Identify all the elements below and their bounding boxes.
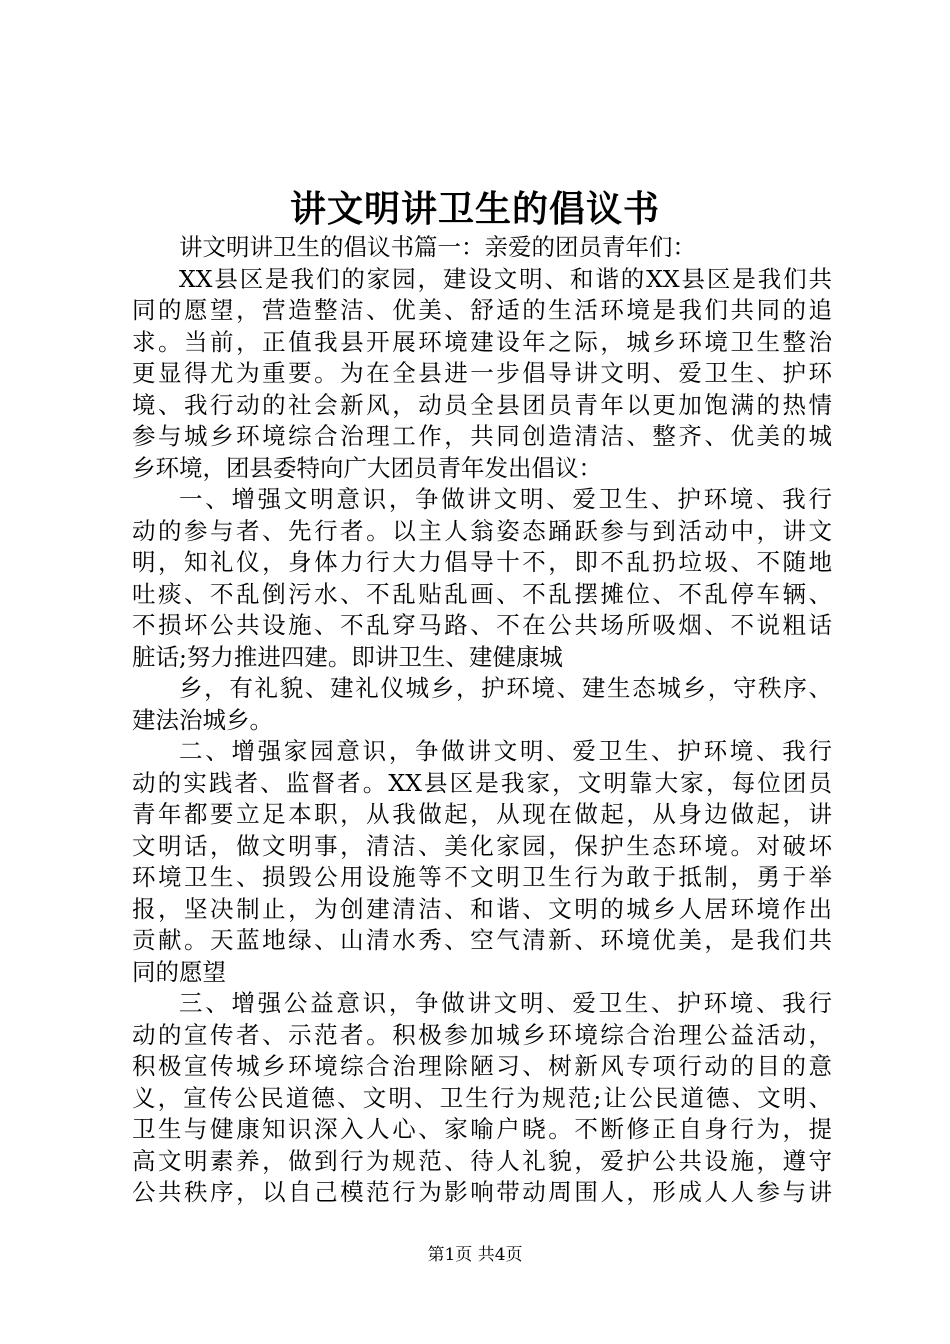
text-line: 明，知礼仪，身体力行大力倡导十不，即不乱扔垃圾、不随地 (132, 548, 832, 576)
text-line: 同的愿望，营造整洁、优美、舒适的生活环境是我们共同的追 (132, 296, 832, 324)
text-line: 建法治城乡。 (132, 705, 273, 734)
text-line: 积极宣传城乡环境综合治理除陋习、树新风专项行动的目的意 (132, 1052, 832, 1080)
text-line: 义，宣传公民道德、文明、卫生行为规范;让公民道德、文明、 (132, 1083, 832, 1112)
text-line: 乡，有礼貌、建礼仪城乡，护环境、建生态城乡，守秩序、 (179, 674, 832, 702)
page-footer: 第1页 共4页 (427, 1245, 523, 1265)
text-line: 文明话，做文明事，清洁、美化家园，保护生态环境。对破坏 (132, 831, 832, 860)
text-line: 青年都要立足本职，从我做起，从现在做起，从身边做起，讲 (132, 800, 832, 828)
text-line: 同的愿望 (132, 957, 226, 986)
text-line: 贡献。天蓝地绿、山清水秀、空气清新、环境优美，是我们共 (132, 926, 832, 954)
text-line: 高文明素养，做到行为规范、待人礼貌，爱护公共设施，遵守 (132, 1146, 832, 1175)
text-line: 脏话;努力推进四建。即讲卫生、建健康城 (132, 642, 563, 671)
text-line: 乡环境，团县委特向广大团员青年发出倡议： (132, 453, 602, 482)
text-line: 三、增强公益意识，争做讲文明、爱卫生、护环境、我行 (179, 989, 832, 1017)
text-line: XX县区是我们的家园，建设文明、和谐的XX县区是我们共 (179, 264, 832, 293)
text-line: 吐痰、不乱倒污水、不乱贴乱画、不乱摆摊位、不乱停车辆、 (132, 579, 832, 608)
text-line: 报，坚决制止，为创建清洁、和谐、文明的城乡人居环境作出 (132, 894, 832, 923)
text-line: 动的实践者、监督者。XX县区是我家，文明靠大家，每位团员 (132, 768, 832, 797)
text-line: 参与城乡环境综合治理工作，共同创造清洁、整齐、优美的城 (132, 422, 832, 450)
text-line: 更显得尤为重要。为在全县进一步倡导讲文明、爱卫生、护环 (132, 359, 832, 387)
text-line: 公共秩序，以自己模范行为影响带动周围人，形成人人参与讲 (132, 1178, 832, 1206)
text-line: 二、增强家园意识，争做讲文明、爱卫生、护环境、我行 (179, 737, 832, 765)
text-line: 动的参与者、先行者。以主人翁姿态踊跃参与到活动中，讲文 (132, 516, 832, 545)
text-line: 环境卫生、损毁公用设施等不文明卫生行为敢于抵制，勇于举 (132, 863, 832, 891)
text-line: 卫生与健康知识深入人心、家喻户晓。不断修正自身行为，提 (132, 1115, 832, 1143)
text-line: 讲文明讲卫生的倡议书篇一：亲爱的团员青年们： (179, 233, 696, 261)
text-line: 动的宣传者、示范者。积极参加城乡环境综合治理公益活动， (132, 1020, 832, 1049)
text-line: 境、我行动的社会新风，动员全县团员青年以更加饱满的热情 (132, 390, 832, 419)
text-line: 不损坏公共设施、不乱穿马路、不在公共场所吸烟、不说粗话 (132, 611, 832, 639)
text-line: 求。当前，正值我县开展环境建设年之际，城乡环境卫生整治 (132, 327, 832, 356)
document-title: 讲文明讲卫生的倡议书 (289, 188, 660, 230)
text-line: 一、增强文明意识，争做讲文明、爱卫生、护环境、我行 (179, 485, 832, 513)
document-body (132, 232, 832, 1209)
